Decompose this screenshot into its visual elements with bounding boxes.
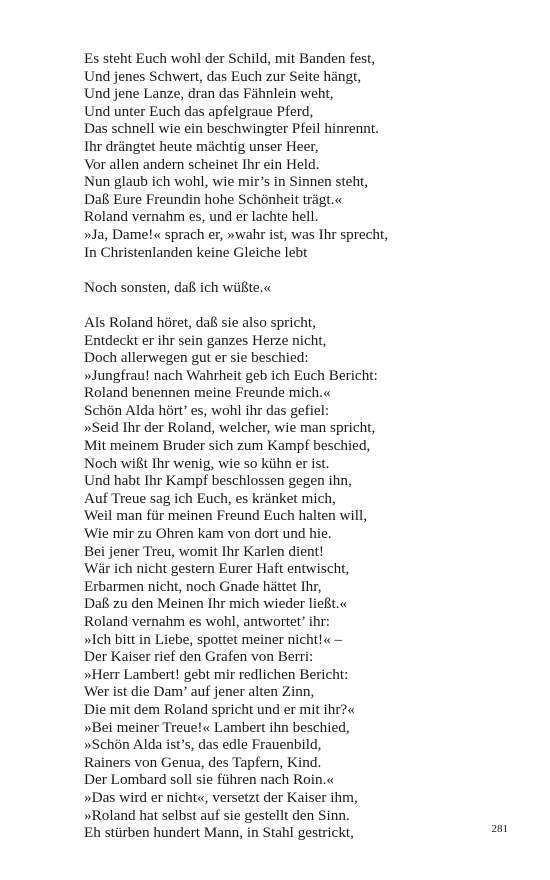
verse-line: Daß zu den Meinen Ihr mich wieder ließt.« [84, 595, 348, 613]
verse-line: Daß Eure Freundin hohe Schönheit trägt.« [84, 190, 343, 208]
verse-line: »Ich bitt in Liebe, spottet meiner nicht!« – [84, 630, 343, 648]
verse-line: Wer ist die Dam’ auf jener alten Zinn, [84, 683, 315, 701]
verse-line: Rainers von Genua, des Tapfern, Kind. [84, 753, 322, 771]
verse-line: Eh stürben hundert Mann, in Stahl gestrickt, [84, 824, 354, 842]
verse-line: Der Lombard soll sie führen nach Roin.« [84, 771, 335, 789]
stanza-1 [84, 50, 524, 261]
verse-line: Doch allerwegen gut er sie beschied: [84, 349, 309, 367]
verse-line: Vor allen andern scheinet Ihr ein Held. [84, 155, 320, 173]
verse-line: Und unter Euch das apfelgraue Pferd, [84, 102, 314, 120]
poem-text [84, 50, 524, 842]
verse-line: »Herr Lambert! gebt mir redlichen Bericht: [84, 665, 349, 683]
verse-line: Roland vernahm es, und er lachte hell. [84, 208, 319, 226]
verse-line: Auf Treue sag ich Euch, es kränket mich, [84, 489, 336, 507]
verse-line: Die mit dem Roland spricht und er mit ihr?« [84, 700, 355, 718]
verse-line: »Bei meiner Treue!« Lambert ihn beschied, [84, 718, 350, 736]
verse-line: Wie mir zu Ohren kam von dort und hie. [84, 525, 332, 543]
verse-line: Es steht Euch wohl der Schild, mit Banden fest, [84, 50, 376, 67]
verse-line: Wär ich nicht gestern Eurer Haft entwischt, [84, 560, 350, 578]
verse-line: Noch sonsten, daß ich wüßte.« [84, 278, 272, 296]
verse-line: Weil man für meinen Freund Euch halten will, [84, 507, 368, 525]
verse-line: Roland vernahm es wohl, antwortet’ ihr: [84, 613, 330, 630]
verse-line: »Das wird er nicht«, versetzt der Kaiser ihm, [84, 788, 358, 806]
verse-line: Als Roland höret, daß sie also spricht, [84, 313, 316, 331]
verse-line: In Christenlanden keine Gleiche lebt [84, 243, 308, 261]
verse-line: Noch wißt Ihr wenig, wie so kühn er ist. [84, 454, 330, 472]
verse-line: Schön Alda hört’ es, wohl ihr das gefiel: [84, 401, 330, 419]
page-number: 281 [491, 823, 508, 835]
verse-line: Und jenes Schwert, das Euch zur Seite hängt, [84, 67, 362, 85]
verse-line: Und jene Lanze, dran das Fähnlein weht, [84, 85, 334, 103]
verse-line: Roland benennen meine Freunde mich.« [84, 384, 331, 402]
verse-line: Das schnell wie ein beschwingter Pfeil hinrennt. [84, 120, 379, 138]
verse-line: »Seid Ihr der Roland, welcher, wie man spricht, [84, 419, 376, 437]
stanza-3 [84, 314, 524, 842]
stanza-2 [84, 279, 524, 297]
verse-line: Entdeckt er ihr sein ganzes Herze nicht, [84, 331, 327, 349]
verse-line: »Roland hat selbst auf sie gestellt den Sinn. [84, 806, 350, 824]
verse-line: Der Kaiser rief den Grafen von Berri: [84, 648, 314, 666]
verse-line: Ihr drängtet heute mächtig unser Heer, [84, 137, 319, 155]
verse-line: »Ja, Dame!« sprach er, »wahr ist, was Ihr sprecht, [84, 225, 389, 243]
verse-line: Und habt Ihr Kampf beschlossen gegen ihn, [84, 472, 352, 490]
verse-line: »Jungfrau! nach Wahrheit geb ich Euch Bericht: [84, 366, 378, 384]
verse-line: Bei jener Treu, womit Ihr Karlen dient! [84, 542, 324, 560]
verse-line: Mit meinem Bruder sich zum Kampf beschied, [84, 437, 371, 455]
verse-line: Nun glaub ich wohl, wie mir’s in Sinnen steht, [84, 173, 369, 191]
verse-line: »Schön Alda ist’s, das edle Frauenbild, [84, 736, 322, 754]
verse-line: Erbarmen nicht, noch Gnade hättet Ihr, [84, 577, 322, 595]
